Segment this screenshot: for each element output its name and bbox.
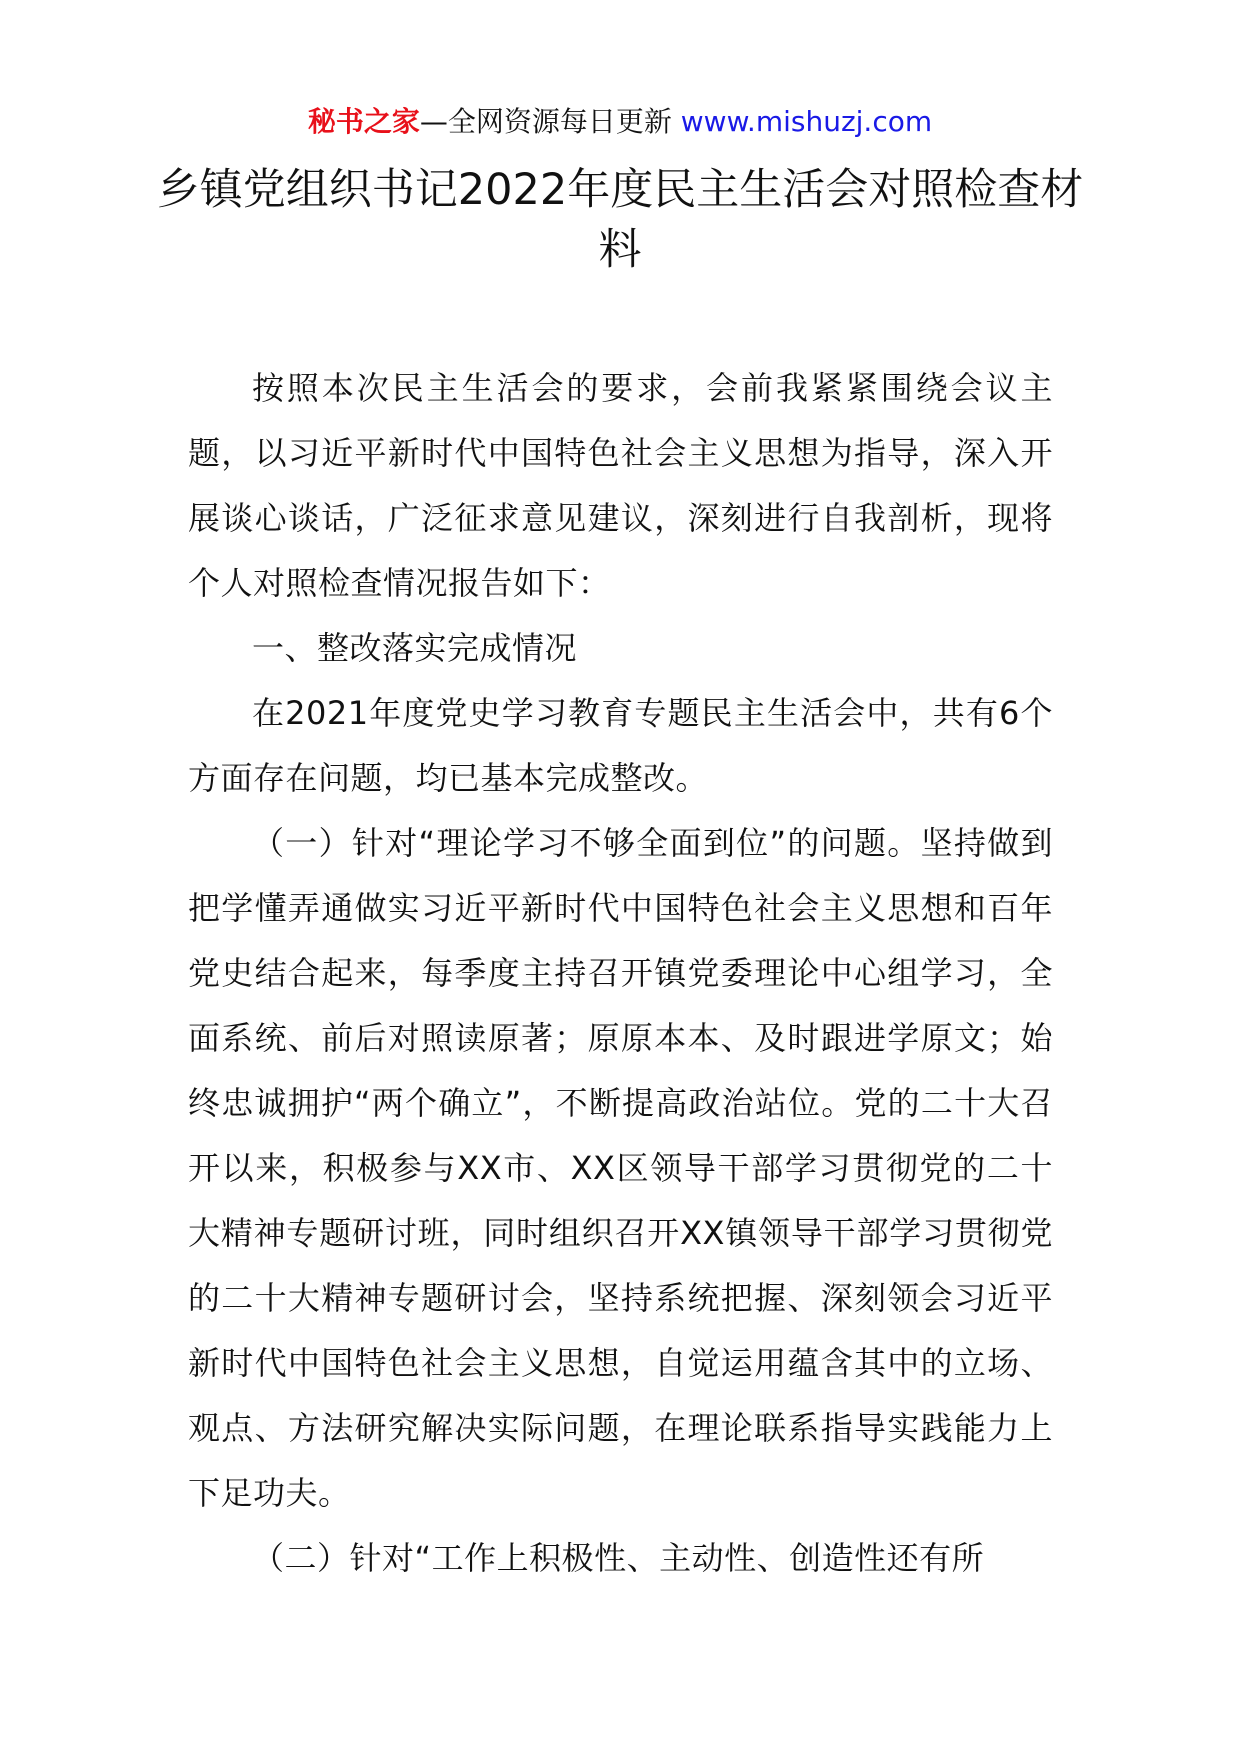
body-paragraph: （二）针对“工作上积极性、主动性、创造性还有所	[252, 1539, 985, 1577]
document-body	[188, 356, 1053, 1591]
site-brand: 秘书之家	[307, 105, 420, 138]
site-url-link[interactable]: www.mishuzj.com	[680, 105, 933, 138]
body-paragraph: （一）针对“理论学习不够全面到位”的问题。坚持做到把学懂弄通做实习近平新时代中国特色社会主义思想和百年党史结合起来，每季度主持召开镇党委理论中心组学习，全面系统、前后对照读原著；原原本本、及时跟进学原文；始终忠诚拥护“两个确立”，不断提高政治站位。党的二十大召开以来，积极参与XX市、XX区领导干部学习贯彻党的二十大精神专题研讨班，同时组织召开XX镇领导干部学习贯彻党的二十大精神专题研讨会，坚持系统把握、深刻领会习近平新时代中国特色社会主义思想，自觉运用蕴含其中的立场、观点、方法研究解决实际问题，在理论联系指导实践能力上下足功夫。	[188, 824, 1053, 1512]
site-header	[0, 100, 1240, 144]
site-tagline: —全网资源每日更新	[419, 105, 681, 138]
body-paragraph: 在2021年度党史学习教育专题民主生活会中，共有6个方面存在问题，均已基本完成整改。	[188, 694, 1053, 797]
intro-paragraph: 按照本次民主生活会的要求，会前我紧紧围绕会议主题，以习近平新时代中国特色社会主义思想为指导，深入开展谈心谈话，广泛征求意见建议，深刻进行自我剖析，现将个人对照检查情况报告如下：	[188, 369, 1053, 602]
document-title: 乡镇党组织书记2022年度民主生活会对照检查材料	[156, 165, 1084, 275]
section-heading: 一、整改落实完成情况	[252, 629, 578, 667]
